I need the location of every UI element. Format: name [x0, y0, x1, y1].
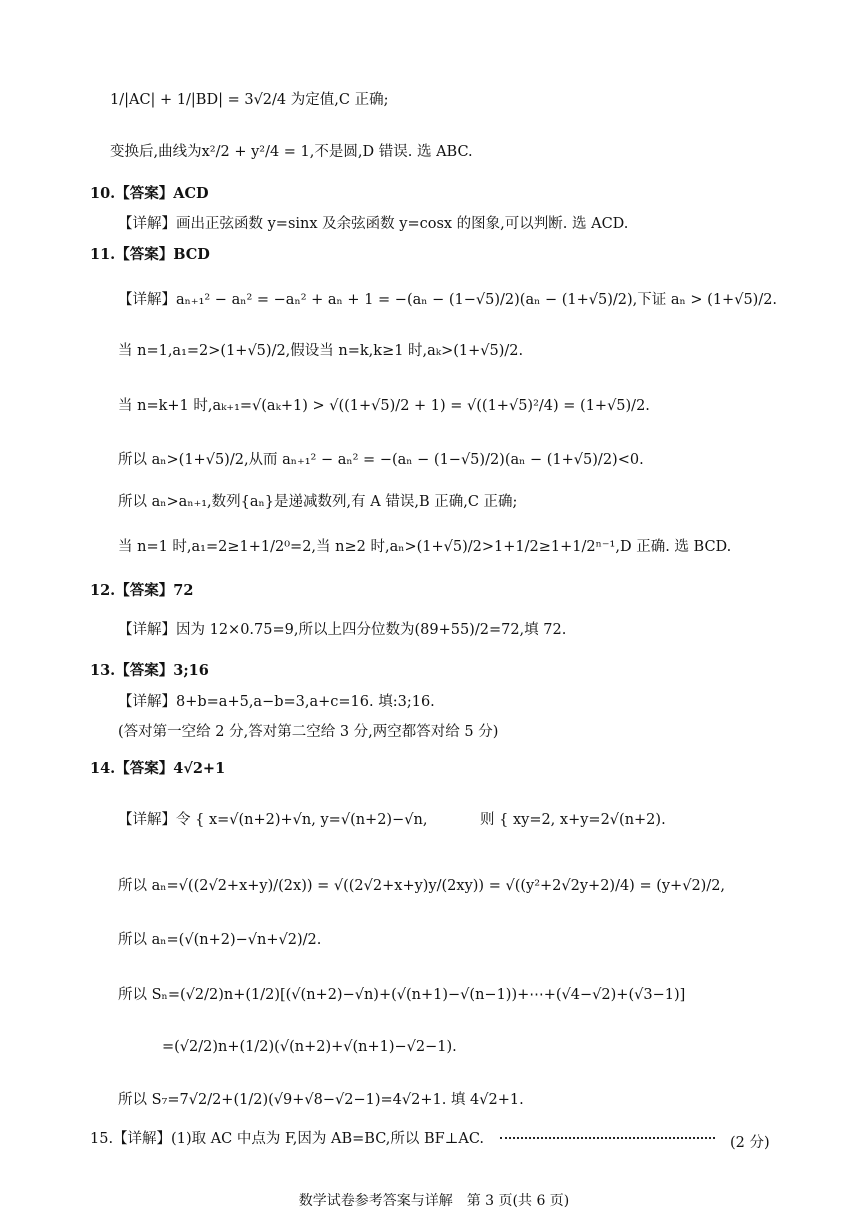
text-line: 所以 Sₙ=(√2/2)n+(1/2)[(√(n+2)−√n)+(√(n+1)−√(n−1))+⋯+(√4−√2)+(√3−1)]	[118, 987, 686, 1003]
text-line: 【详解】令 { x=√(n+2)+√n, y=√(n+2)−√n,	[118, 812, 428, 828]
text-line: 所以 aₙ>(1+√5)/2,从而 aₙ₊₁² − aₙ² = −(aₙ − (1−√5)/2)(aₙ − (1+√5)/2)<0.	[118, 452, 644, 468]
text-line: 则 { xy=2, x+y=2√(n+2).	[480, 812, 666, 828]
text-line: 变换后,曲线为x²/2 + y²/4 = 1,不是圆,D 错误. 选 ABC.	[110, 144, 473, 160]
answer-heading-12: 12.【答案】72	[90, 582, 194, 599]
page-footer: 数学试卷参考答案与详解 第 3 页(共 6 页)	[298, 1193, 570, 1209]
text-line: 【详解】aₙ₊₁² − aₙ² = −aₙ² + aₙ + 1 = −(aₙ − (1−√5)/2)(aₙ − (1+√5)/2),下证 aₙ > (1+√5)/2.	[118, 292, 778, 308]
answer-heading-14: 14.【答案】4√2+1	[90, 760, 226, 777]
answer-heading-11: 11.【答案】BCD	[90, 246, 210, 263]
text-line: =(√2/2)n+(1/2)(√(n+2)+√(n+1)−√2−1).	[162, 1039, 457, 1055]
answer-heading-13: 13.【答案】3;16	[90, 662, 209, 679]
text-line: 当 n=1 时,a₁=2≥1+1/2⁰=2,当 n≥2 时,aₙ>(1+√5)/2>1+1/2≥1+1/2ⁿ⁻¹,D 正确. 选 BCD.	[118, 539, 732, 555]
text-line: 所以 aₙ=(√(n+2)−√n+√2)/2.	[118, 932, 322, 948]
text-line: 1/|AC| + 1/|BD| = 3√2/4 为定值,C 正确;	[110, 92, 389, 108]
text-line: 所以 aₙ>aₙ₊₁,数列{aₙ}是递减数列,有 A 错误,B 正确,C 正确;	[118, 494, 518, 510]
answer-heading-10: 10.【答案】ACD	[90, 185, 209, 202]
text-line: 当 n=1,a₁=2>(1+√5)/2,假设当 n=k,k≥1 时,aₖ>(1+√5)/2.	[118, 343, 524, 359]
text-line: 【详解】画出正弦函数 y=sinx 及余弦函数 y=cosx 的图象,可以判断. 选 ACD.	[118, 216, 629, 232]
score-note: (2 分)	[730, 1135, 770, 1151]
text-line: 所以 S₇=7√2/2+(1/2)(√9+√8−√2−1)=4√2+1. 填 4√2+1.	[118, 1092, 524, 1108]
text-line: (答对第一空给 2 分,答对第二空给 3 分,两空都答对给 5 分)	[118, 724, 499, 740]
text-line: 当 n=k+1 时,aₖ₊₁=√(aₖ+1) > √((1+√5)/2 + 1) = √((1+√5)²/4) = (1+√5)/2.	[118, 398, 650, 414]
text-line: 【详解】因为 12×0.75=9,所以上四分位数为(89+55)/2=72,填 72.	[118, 622, 567, 638]
text-line: 所以 aₙ=√((2√2+x+y)/(2x)) = √((2√2+x+y)y/(2xy)) = √((y²+2√2y+2)/4) = (y+√2)/2,	[118, 878, 726, 894]
text-line: 【详解】8+b=a+5,a−b=3,a+c=16. 填:3;16.	[118, 694, 435, 710]
problem-15-line: 15.【详解】(1)取 AC 中点为 F,因为 AB=BC,所以 BF⊥AC.	[90, 1131, 725, 1148]
leader-dots	[500, 1137, 715, 1139]
